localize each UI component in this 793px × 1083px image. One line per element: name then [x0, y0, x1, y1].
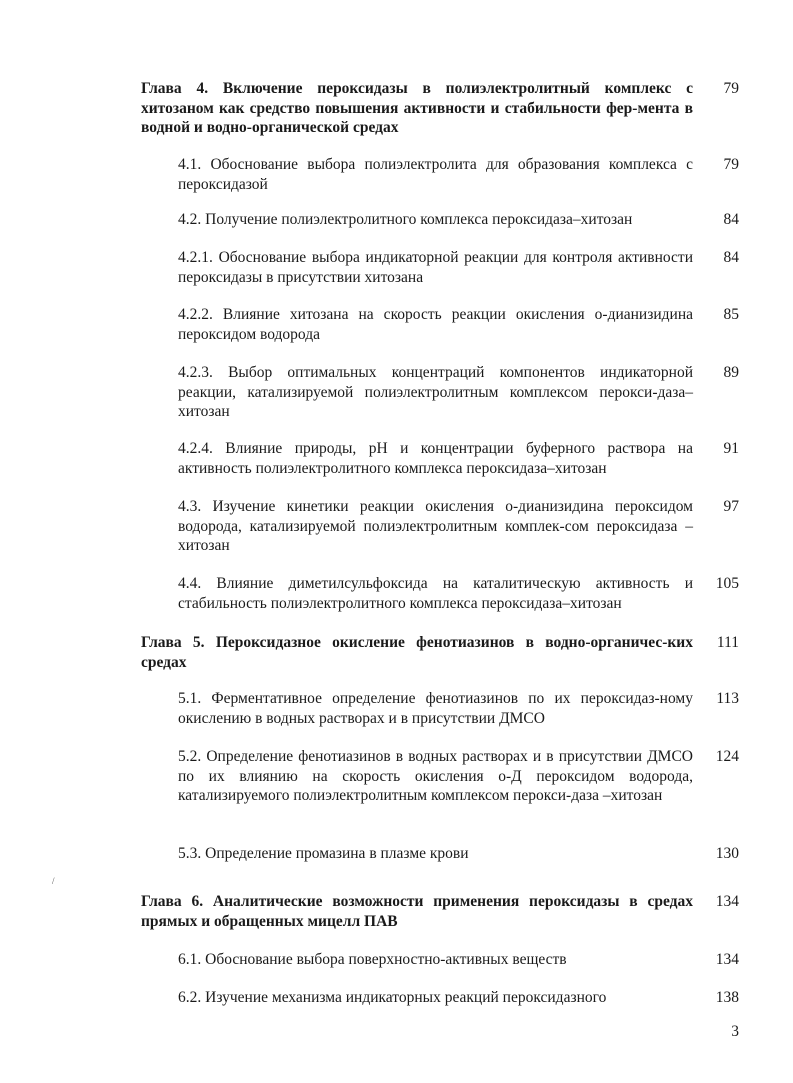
toc-entry-text: 4.4. Влияние диметилсульфоксида на каталитическую активность и стабильность полиэлектролитного комплекса пероксидаза–хитозан [178, 575, 693, 612]
toc-entry-section-5-3 [178, 844, 739, 864]
toc-entry-page: 85 [723, 306, 739, 323]
toc-entry-page: 89 [723, 364, 739, 381]
toc-entry-page: 134 [715, 893, 739, 910]
toc-entry-page: 84 [723, 211, 739, 228]
toc-entry-chapter-4 [141, 79, 739, 138]
toc-entry-text: 4.2.3. Выбор оптимальных концентраций компонентов индикаторной реакции, катализируемой полиэлектролитным комплексом перокси-даза– хитозан [178, 364, 693, 420]
toc-entry-chapter-5 [141, 633, 739, 672]
toc-entry-section-4-2-1 [178, 248, 739, 287]
toc-entry-page: 97 [723, 498, 739, 515]
toc-entry-text: 5.2. Определение фенотиазинов в водных растворах и в присутствии ДМСО по их влиянию на скорость окисления о-Д пероксидом водорода, катализируемого полиэлектролитным комплексом перокси-даза –хитозан [178, 748, 693, 804]
toc-entry-text: 4.3. Изучение кинетики реакции окисления о-дианизидина пероксидом водорода, катализируемой полиэлектролитным комплек-сом пероксидаза –хитозан [178, 498, 693, 554]
toc-entry-page: 105 [715, 575, 739, 592]
toc-entry-page: 138 [715, 989, 739, 1006]
toc-entry-section-4-2-3 [178, 363, 739, 422]
toc-entry-text: 5.3. Определение промазина в плазме крови [178, 845, 469, 862]
page-number: 3 [731, 1023, 739, 1040]
toc-entry-text: Глава 6. Аналитические возможности применения пероксидазы в средах прямых и обращенных мицелл ПАВ [141, 893, 693, 930]
toc-entry-page: 91 [723, 440, 739, 457]
toc-entry-text: 6.1. Обоснование выбора поверхностно-активных веществ [178, 951, 567, 968]
toc-entry-page: 130 [715, 845, 739, 862]
toc-entry-page: 84 [723, 249, 739, 266]
toc-entry-text: 4.1. Обоснование выбора полиэлектролита для образования комплекса с пероксидазой [178, 156, 693, 193]
toc-entry-section-5-1 [178, 689, 739, 728]
toc-entry-section-4-4 [178, 574, 739, 613]
toc-entry-page: 113 [716, 690, 739, 707]
toc-entry-section-4-3 [178, 497, 739, 556]
toc-entry-text: 5.1. Ферментативное определение фенотиазинов по их пероксидаз-ному окислению в водных растворах и в присутствии ДМСО [178, 690, 693, 727]
toc-entry-text: 4.2.2. Влияние хитозана на скорость реакции окисления о-дианизидина пероксидом водорода [178, 306, 693, 343]
toc-entry-text: 4.2.4. Влияние природы, рН и концентрации буферного раствора на активность полиэлектролитного комплекса пероксидаза–хитозан [178, 440, 693, 477]
toc-entry-section-5-2 [178, 747, 739, 806]
toc-entry-section-4-2 [178, 210, 739, 230]
toc-entry-page: 111 [716, 634, 739, 651]
toc-entry-page: 134 [715, 951, 739, 968]
stray-mark: / [52, 876, 55, 886]
toc-entry-section-6-2 [178, 988, 739, 1008]
toc-entry-page: 79 [723, 156, 739, 173]
toc-entry-section-6-1 [178, 950, 739, 970]
toc-entry-page: 124 [715, 748, 739, 765]
toc-entry-text: Глава 4. Включение пероксидазы в полиэлектролитный комплекс с хитозаном как средство повышения активности и стабильности фер-мента в водной и водно-органической средах [141, 80, 693, 136]
toc-entry-section-4-2-2 [178, 305, 739, 344]
toc-entry-text: 4.2. Получение полиэлектролитного комплекса пероксидаза–хитозан [178, 211, 633, 228]
toc-entry-section-4-2-4 [178, 439, 739, 478]
toc-entry-text: 4.2.1. Обоснование выбора индикаторной реакции для контроля активности пероксидазы в присутствии хитозана [178, 249, 693, 286]
toc-entry-text: 6.2. Изучение механизма индикаторных реакций пероксидазного [178, 989, 607, 1006]
toc-entry-chapter-6 [141, 892, 739, 931]
toc-entry-page: 79 [723, 80, 739, 97]
toc-entry-section-4-1 [178, 155, 739, 194]
toc-entry-text: Глава 5. Пероксидазное окисление фенотиазинов в водно-органичес-ких средах [141, 634, 693, 671]
